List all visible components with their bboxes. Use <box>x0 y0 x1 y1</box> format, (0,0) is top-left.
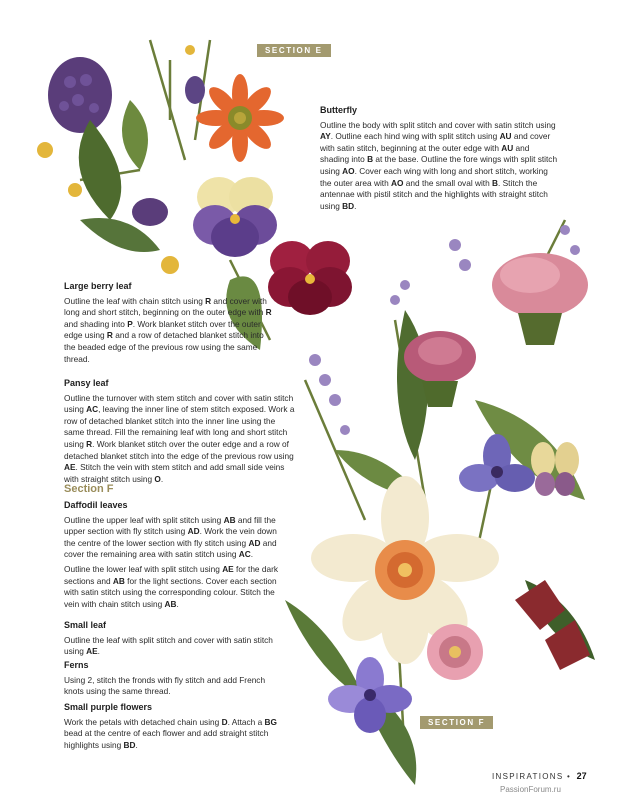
thread-code: AU <box>501 142 514 153</box>
embroidery-artwork-section-f <box>275 200 620 790</box>
thread-code: BG <box>264 716 277 727</box>
thread-code: O <box>154 473 161 484</box>
section-f-heading: Section F <box>64 483 114 495</box>
pansy-leaf-text: Outline the turnover with stem stitch and cover with satin stitch using AC, leaving the inner line of stem stitch exposed. Work a row of detached blanket stitch into the inner line using the same thread. Fill the remaining leaf with long and short stitch using R. Work blanket stitch over the outer edge and a row of detached blanket stitch into the edge of the previous row using AE. Stitch the vein with stem stitch and add small side veins with straight stitch using O. <box>64 392 295 484</box>
small-purple-flowers-instructions <box>64 702 279 754</box>
daffodil-leaves-text-1: Outline the upper leaf with split stitch using AB and fill the upper section with fly stitch using AD. Work the vein down the centre of the lower section with fly stitch using AD and cover the remaining area with satin stitch using AC. <box>64 514 277 560</box>
small-purple-flowers-text: Work the petals with detached chain using D. Attach a BG bead at the centre of each flower and add straight stitch highlights using BD. <box>64 716 277 750</box>
butterfly-text: Outline the body with split stitch and cover with satin stitch using AY. Outline each hind wing with split stitch using AU and cover with satin stitch, beginning at the outer edge with AU and shading into B at the base. Outline the fore wings with split stitch using AO. Cover each wing with long and short stitch, working the outer area with AO and the small oval with B. Stitch the antennae with pistil stitch and the highlights with straight stitch using BD. <box>320 119 558 211</box>
thread-code: AB <box>164 598 177 609</box>
small-leaf-heading: Small leaf <box>64 620 107 630</box>
thread-code: AE <box>222 563 234 574</box>
thread-code: R <box>86 438 93 449</box>
thread-code: P <box>127 318 133 329</box>
thread-code: R <box>205 295 212 306</box>
thread-code: R <box>106 330 113 341</box>
thread-code: AD <box>187 526 200 537</box>
butterfly-instructions <box>320 105 558 215</box>
butterfly-heading: Butterfly <box>320 105 358 115</box>
large-berry-leaf-text: Outline the leaf with chain stitch using R and cover with long and short stitch, beginning on the outer edge with R and shading into P. Work blanket stitch over the outer edge using R and a row of detached blanket stitch into the beaded edge of the previous row using the same thread. <box>64 295 272 364</box>
thread-code: B <box>367 154 374 165</box>
small-purple-flowers-heading: Small purple flowers <box>64 702 153 712</box>
pansy-leaf-heading: Pansy leaf <box>64 378 109 388</box>
pansy-leaf-instructions <box>64 378 296 488</box>
large-berry-leaf-instructions <box>64 281 274 368</box>
page-footer <box>492 771 587 781</box>
thread-code: AO <box>342 165 355 176</box>
thread-code: AE <box>86 646 98 657</box>
thread-code: AC <box>86 404 99 415</box>
daffodil-leaves-text-2: Outline the lower leaf with split stitch using AE for the dark sections and AB for the light sections. Cover each section with satin stitch using the corresponding colour. Stitch the vein with chain stitch using AB. <box>64 563 278 609</box>
ferns-text: Using 2, stitch the fronds with fly stitch and add French knots using the same thread. <box>64 674 266 697</box>
thread-code: AE <box>64 462 76 473</box>
thread-code: BD <box>123 739 136 750</box>
thread-code: R <box>265 307 272 318</box>
thread-code: B <box>492 177 499 188</box>
ferns-instructions <box>64 660 279 701</box>
thread-code: BD <box>342 200 355 211</box>
section-e-tag: SECTION E <box>257 44 331 57</box>
thread-code: AC <box>238 549 251 560</box>
thread-code: AB <box>112 575 125 586</box>
page-number: 27 <box>576 771 587 781</box>
daffodil-leaves-instructions <box>64 500 279 613</box>
thread-code: AU <box>499 131 512 142</box>
daffodil-leaves-heading: Daffodil leaves <box>64 500 128 510</box>
magazine-name: INSPIRATIONS • <box>492 772 572 781</box>
small-leaf-instructions <box>64 620 279 661</box>
thread-code: AY <box>320 131 331 142</box>
thread-code: AB <box>223 514 236 525</box>
small-leaf-text: Outline the leaf with split stitch and cover with satin stitch using AE. <box>64 634 273 657</box>
watermark: PassionForum.ru <box>500 785 561 794</box>
thread-code: AD <box>248 537 261 548</box>
thread-code: AO <box>391 177 404 188</box>
thread-code: D <box>221 716 228 727</box>
large-berry-leaf-heading: Large berry leaf <box>64 281 132 291</box>
ferns-heading: Ferns <box>64 660 89 670</box>
section-f-tag: SECTION F <box>420 716 493 729</box>
